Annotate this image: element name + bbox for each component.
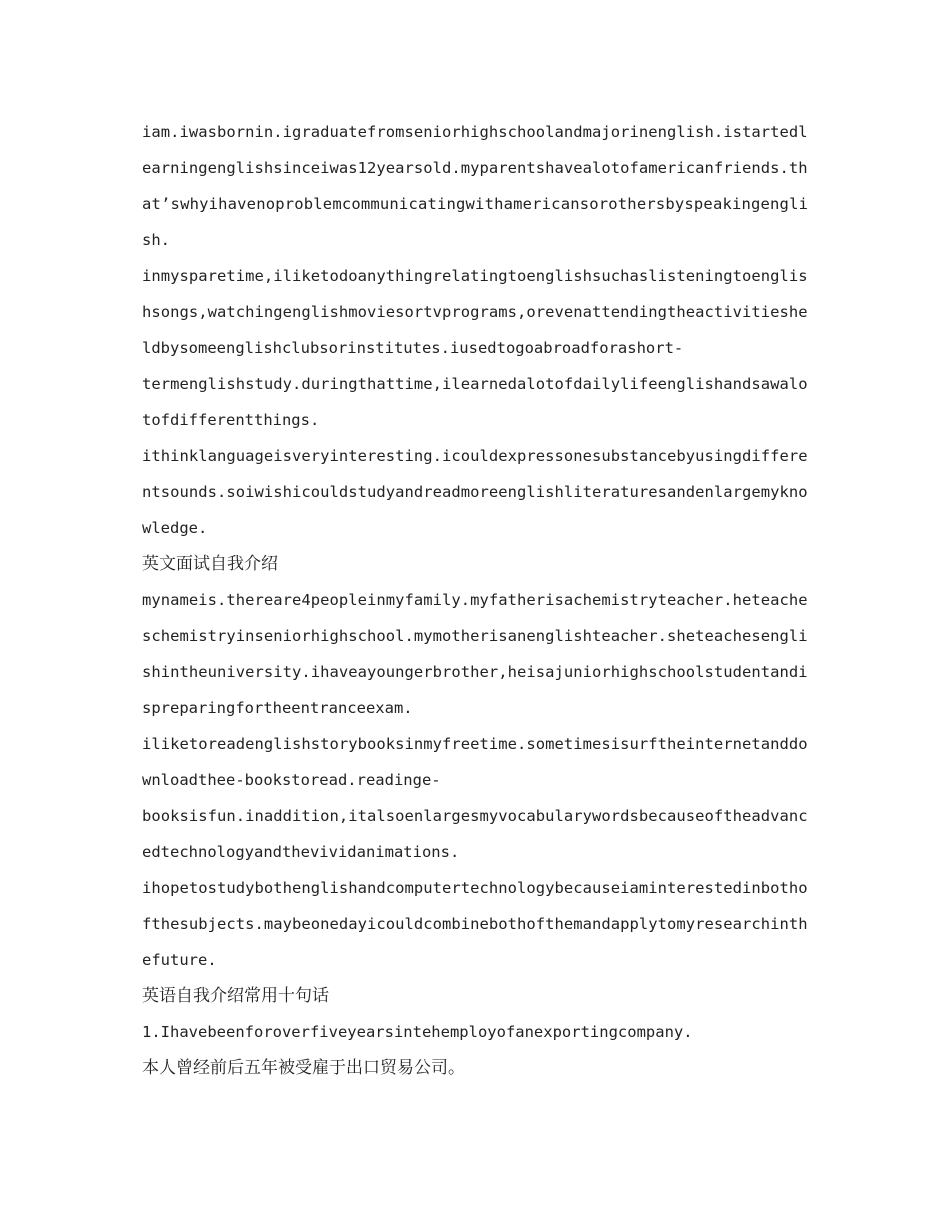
paragraph-family <box>142 582 808 726</box>
text-line: wnloadthee-bookstoread.readinge- <box>142 771 441 789</box>
text-line: spreparingfortheentranceexam. <box>142 699 413 717</box>
section-heading: 英语自我介绍常用十句话 <box>142 986 329 1006</box>
text-line: i t h i n k l a n g u a g e i s v e r y i n t e r e s t i n g . i c o u l d e x p r e s s o n e s u b s t a n c e b y u s i n g d i f f e r e <box>142 447 808 465</box>
text-line: i a m . i w a s b o r n i n . i g r a d u a t e f r o m s e n i o r h i g h s c h o o l a n d m a j o r i n e n g l i s h . i s t a r t e d l <box>142 123 808 141</box>
paragraph-intro <box>142 114 808 258</box>
text-line: h s o n g s , w a t c h i n g e n g l i s h m o v i e s o r t v p r o g r a m s , o r e v e n a t t e n d i n g t h e a c t i v i t i e s h e <box>142 303 808 321</box>
text-line: wledge. <box>142 519 208 537</box>
text-line: i l i k e t o r e a d e n g l i s h s t o r y b o o k s i n m y f r e e t i m e . s o m e t i m e s i s u r f t h e i n t e r n e t a n d d o <box>142 735 808 753</box>
section-heading: 英文面试自我介绍 <box>142 554 278 574</box>
text-line: efuture. <box>142 951 217 969</box>
text-line: e a r n i n g e n g l i s h s i n c e i w a s 1 2 y e a r s o l d . m y p a r e n t s h a v e a l o t o f a m e r i c a n f r i e n d s . t h <box>142 159 808 177</box>
list-item-chinese: 本人曾经前后五年被受雇于出口贸易公司。 <box>142 1058 465 1078</box>
text-line: s h i n t h e u n i v e r s i t y . i h a v e a y o u n g e r b r o t h e r , h e i s a j u n i o r h i g h s c h o o l s t u d e n t a n d i <box>142 663 808 681</box>
text-line: i h o p e t o s t u d y b o t h e n g l i s h a n d c o m p u t e r t e c h n o l o g y b e c a u s e i a m i n t e r e s t e d i n b o t h o <box>142 879 808 897</box>
text-line: i n m y s p a r e t i m e , i l i k e t o d o a n y t h i n g r e l a t i n g t o e n g l i s h s u c h a s l i s t e n i n g t o e n g l i s <box>142 267 808 285</box>
text-line: sh. <box>142 231 170 249</box>
text-line: m y n a m e i s . t h e r e a r e 4 p e o p l e i n m y f a m i l y . m y f a t h e r i s a c h e m i s t r y t e a c h e r . h e t e a c h e <box>142 591 808 609</box>
list-item-english: 1.Ihavebeenforoverfiveyearsintehemployofanexportingcompany. <box>142 1023 693 1041</box>
text-line: b o o k s i s f u n . i n a d d i t i o n , i t a l s o e n l a r g e s m y v o c a b u l a r y w o r d s b e c a u s e o f t h e a d v a n c <box>142 807 808 825</box>
text-line: a t ’ s w h y i h a v e n o p r o b l e m c o m m u n i c a t i n g w i t h a m e r i c a n s o r o t h e r s b y s p e a k i n g e n g l i <box>142 195 808 213</box>
text-line: edtechnologyandthevividanimations. <box>142 843 460 861</box>
paragraph-spare-time <box>142 258 808 438</box>
paragraph-future <box>142 870 808 978</box>
text-line: f t h e s u b j e c t s . m a y b e o n e d a y i c o u l d c o m b i n e b o t h o f t h e m a n d a p p l y t o m y r e s e a r c h i n t h <box>142 915 808 933</box>
document-body <box>142 114 808 1086</box>
paragraph-language <box>142 438 808 546</box>
text-line: ldbysomeenglishclubsorinstitutes.iusedtogoabroadforashort- <box>142 339 684 357</box>
text-line: t e r m e n g l i s h s t u d y . d u r i n g t h a t t i m e , i l e a r n e d a l o t o f d a i l y l i f e e n g l i s h a n d s a w a l o <box>142 375 808 393</box>
text-line: n t s o u n d s . s o i w i s h i c o u l d s t u d y a n d r e a d m o r e e n g l i s h l i t e r a t u r e s a n d e n l a r g e m y k n o <box>142 483 808 501</box>
text-line: tofdifferentthings. <box>142 411 320 429</box>
paragraph-reading <box>142 726 808 870</box>
text-line: s c h e m i s t r y i n s e n i o r h i g h s c h o o l . m y m o t h e r i s a n e n g l i s h t e a c h e r . s h e t e a c h e s e n g l i <box>142 627 808 645</box>
